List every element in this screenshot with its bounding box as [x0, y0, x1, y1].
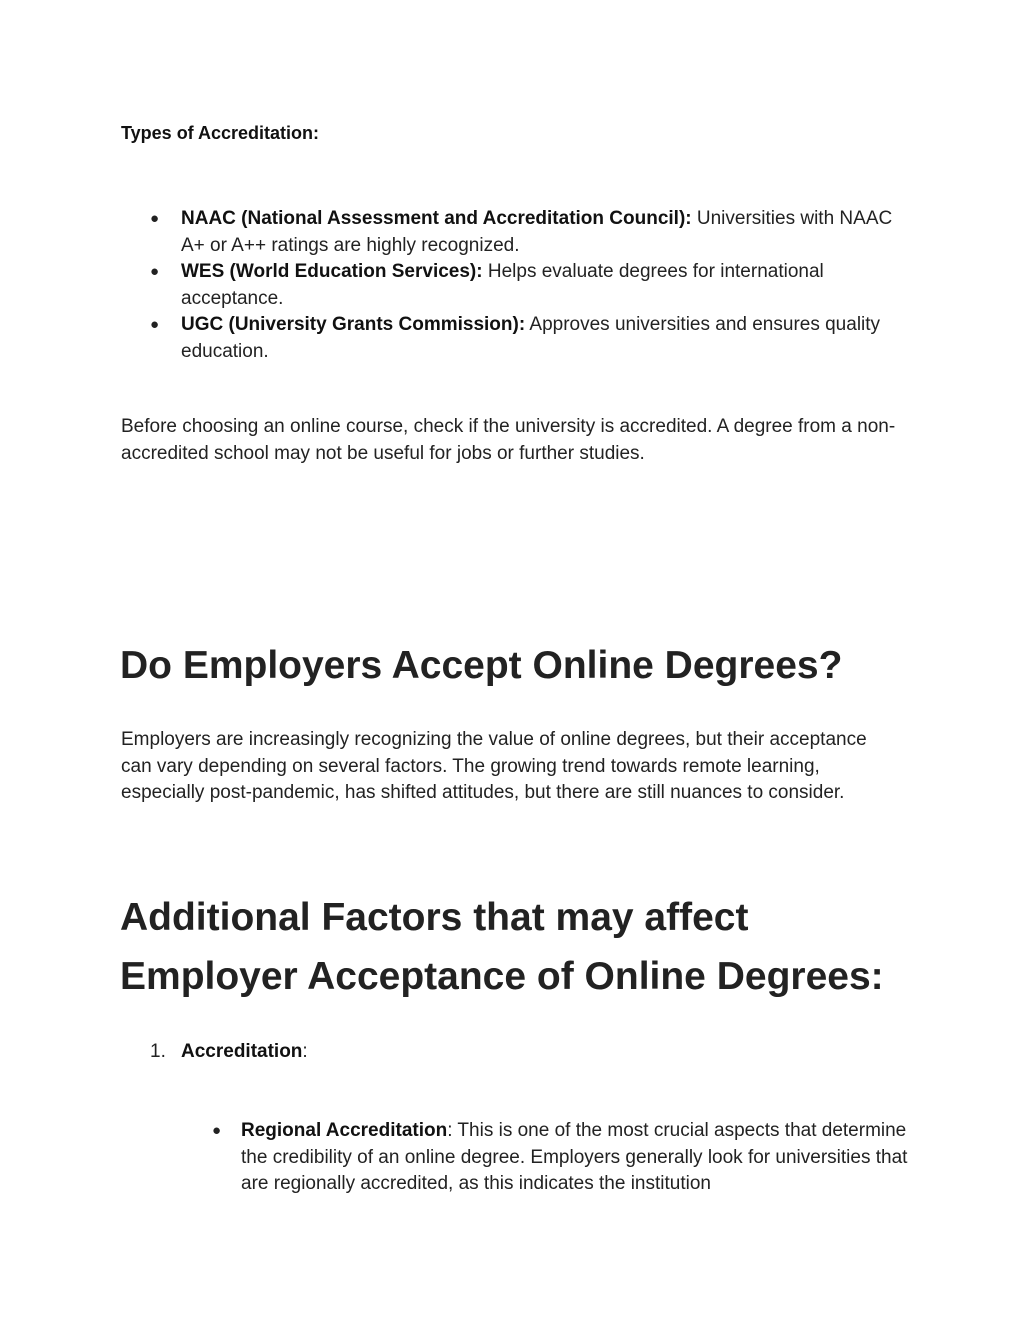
sub-item-text: : This is one of the most crucial aspects that determine the credibility of an online degree. Employers generally look for universities that are regionally accredited, as this indicates the institution — [241, 1120, 908, 1194]
list-item-ugc — [150, 312, 910, 365]
employers-accept-heading: Do Employers Accept Online Degrees? — [120, 644, 843, 687]
bullet-icon: ● — [212, 1122, 222, 1139]
numbered-item-accreditation — [150, 1039, 308, 1066]
list-item-title: UGC (University Grants Commission): — [181, 314, 526, 335]
list-item-text: Universities with NAAC A+ or A++ ratings are highly recognized. — [181, 208, 893, 256]
list-item-title: WES (World Education Services): — [181, 261, 483, 282]
regional-accreditation-list — [212, 1118, 912, 1198]
list-number: 1. — [150, 1041, 166, 1062]
bullet-icon: ● — [150, 316, 160, 333]
list-item-wes — [150, 259, 910, 312]
bullet-icon: ● — [150, 263, 160, 280]
employers-paragraph: Employers are increasingly recognizing the value of online degrees, but their acceptance can vary depending on several factors. The growing trend towards remote learning, especially post-pandemic, has shifted attitudes, but there are still nuances to consider. — [121, 729, 867, 803]
bullet-icon: ● — [150, 210, 160, 227]
list-item-naac — [150, 206, 910, 259]
numbered-item-suffix: : — [302, 1041, 308, 1062]
list-item-title: NAAC (National Assessment and Accreditation Council): — [181, 208, 692, 229]
numbered-item-title: Accreditation — [181, 1041, 303, 1062]
list-item-text: Helps evaluate degrees for international acceptance. — [181, 261, 824, 309]
list-item-regional-accreditation — [212, 1118, 912, 1198]
accreditation-check-paragraph: Before choosing an online course, check if the university is accredited. A degree from a non-accredited school may not be useful for jobs or further studies. — [121, 416, 896, 464]
list-item-text: Approves universities and ensures quality education. — [181, 314, 881, 362]
types-of-accreditation-heading: Types of Accreditation: — [121, 123, 320, 143]
sub-item-title: Regional Accreditation — [241, 1120, 448, 1141]
additional-factors-heading: Additional Factors that may affect Employer Acceptance of Online Degrees: — [120, 896, 884, 998]
accreditation-list — [150, 206, 910, 365]
